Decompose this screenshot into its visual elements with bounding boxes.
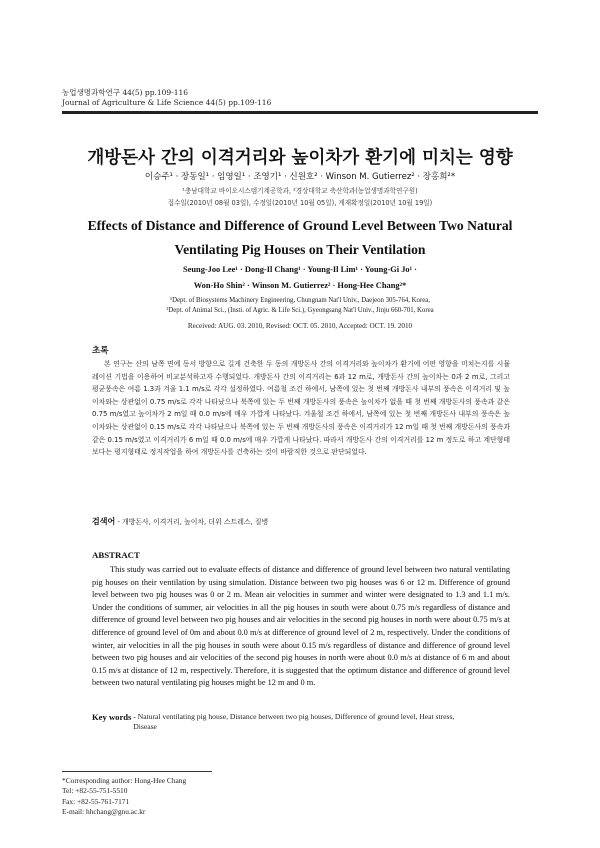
korean-abstract: 본 연구는 산의 남쪽 면에 동서 방향으로 길게 건축한 두 동의 개방돈사 간의 이격거리와 높이차가 환기에 어떤 영향을 미치는지를 시뮬레이션 기법을 이용하여 비교분석하고자 수행되었다. 개방돈사 간의 이격거리는 6과 12 m로, 개방돈사 간의 높이차는 0과 2 m로, 그리고 평균풍속은 여름 1.3과 겨울 1.1 m/s로 각각 설정하였다. 여름철 조건 하에서, 남쪽에 있는 첫 번째 개방돈사 내부의 풍속은 이격거리 및 높이차와는 상관없이 0.75 m/s로 각각 나타났으나 북쪽에 있는 두 번째 개방돈사의 풍속은 높이차가 없을 때 첫 번째 개방돈사의 풍속과 같은 0.75 m/s였고 높이차가 2 m일 때 0.0 m/s에 매우 가깝게 나타났다. 겨울철 조건 하에서, 남쪽에 있는 첫 번째 개방돈사 내부의 풍속은 높이차와는 상관없이 0.15 m/s로 각각 나타났으나 북쪽에 있는 두 번째 개방돈사의 풍속은 이격거리가 12 m일 때 첫 번째 개방돈사의 풍속과 같은 0.15 m/s였고 이격거리가 6 m일 때 0.0 m/s에 매우 가깝게 나타났다. 따라서 개방돈사 간의 이격거리를 12 m 정도로 하고 계단형태보다는 평지형태로 정지작업을 하여 개방돈사를 건축하는 것이 바람직한 것으로 판단되었다. [92,360,510,457]
english-affiliation-line2: ²Dept. of Animal Sci., (Insti. of Agric. & Life Sci.), Gyeongsang Nat'l Univ., Jinju 660-701, Korea [166,307,434,314]
english-dates: Received: AUG. 03. 2010, Revised: OCT. 05. 2010, Accepted: OCT. 19. 2010 [187,322,413,330]
journal-header-ko: 농업생명과학연구 44(5) pp.109-116 [62,88,189,97]
korean-affiliations: ¹충남대학교 바이오시스템기계공학과, ²경상대학교 축산학과(농업생명과학연구원) [182,187,418,195]
english-title [62,214,538,262]
english-keywords [92,712,510,732]
korean-keywords [92,516,510,527]
telephone: Tel: +82-55-751-5510 [62,786,128,796]
english-affiliation-line1: ¹Dept. of Biosystems Machinery Engineering, Chungnam Nat'l Univ., Daejeon 305-764, Korea, [170,297,430,304]
header-rule [62,111,538,114]
korean-keywords-text: - 개방돈사, 이격거리, 높이차, 더위 스트레스, 질병 [117,518,269,526]
english-keywords-label: Key words [92,712,132,722]
korean-authors: 이승주¹ · 장동일¹ · 임영일¹ · 조영기¹ · 신원호² · Winson M. Gutierrez² · 장홍희²* [144,172,456,182]
footnote-rule [62,771,212,772]
korean-title: 개방돈사 간의 이격거리와 높이차가 환기에 미치는 영향 [87,148,513,168]
footnote [62,776,186,818]
korean-keywords-label: 검색어 [92,517,116,526]
journal-header-en: Journal of Agriculture & Life Science 44(5) pp.109-116 [62,98,272,107]
korean-dates: 접수일(2010년 08월 03일), 수정일(2010년 10월 05일), 게재확정일(2010년 10월 19일) [167,199,433,207]
english-title-line1: Effects of Distance and Difference of Ground Level Between Two Natural [87,218,513,233]
korean-abstract-title: 초록 [92,346,109,356]
english-authors-line1: Seung-Joo Lee¹ · Dong-Il Chang¹ · Young-Il Lim¹ · Young-Gi Jo¹ · [183,265,417,274]
fax: Fax: +82-55-761-7171 [62,796,130,806]
english-abstract: This study was carried out to evaluate effects of distance and difference of ground level between two natural ventilating pig houses on their ventilation by using simulation. Distance between two pig houses was 6 or 12 m. Difference of ground level between two pig houses was 0 or 2 m. Mean air velocities in summer and winter were designated to 1.3 and 1.1 m/s. Under the conditions of summer, air velocities in all the pig houses in south were about 0.75 m/s regardless of distance and difference of ground level between two pig houses and air velocities in the second pig houses in north were about 0.75 m/s at difference of ground level of 0m and about 0.0 m/s at difference of ground level of 2 m, respectively. Under the conditions of winter, air velocities in all the pig houses in south were about 0.15 m/s regardless of distance and difference of ground level between two pig houses and air velocities of the second pig houses in north were about 0.0 m/s at distance of 6 m and about 0.15 m/s at distance of 12 m, respectively. Therefore, it is suggested that the optimum distance and difference of ground level between two natural ventilating pig houses might be 12 m and 0 m. [92,565,510,688]
english-authors-line2: Won-Ho Shin² · Winson M. Gutierrez² · Hong-Hee Chang²* [193,281,407,290]
english-abstract-title: ABSTRACT [92,550,140,560]
english-affiliations [62,296,538,316]
email: E-mail: hhchang@gnu.ac.kr [62,807,146,817]
english-authors [62,262,538,294]
english-title-line2: Ventilating Pig Houses on Their Ventilation [174,242,426,257]
english-keywords-text: - Natural ventilating pig house, Distance between two pig houses, Difference of ground level, Heat stress, Disease [133,712,455,731]
corresponding-author: *Corresponding author: Hong-Hee Chang [62,776,187,785]
